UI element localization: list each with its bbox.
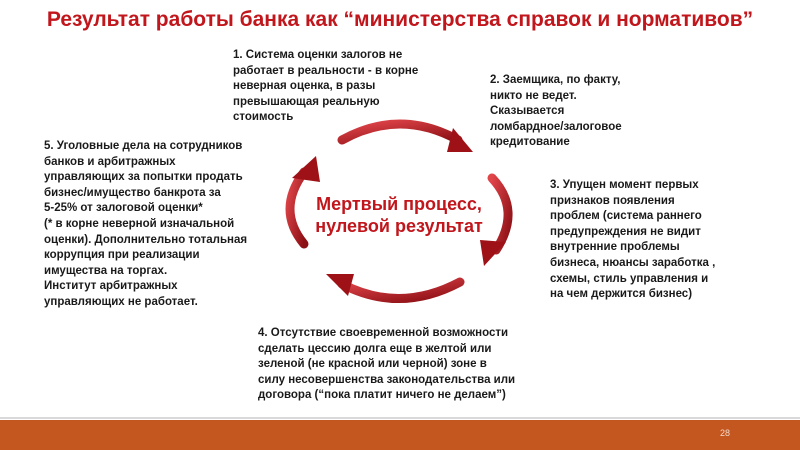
slide-title: Результат работы банка как “министерства справок и нормативов” [46,8,754,31]
point-1-line: 1. Система оценки залогов не [233,49,403,61]
cycle-arrowhead-bottom [326,274,354,296]
point-3-line: схемы, стиль управления и [550,272,709,285]
point-5-line: управляющих за попытки продать [44,171,243,184]
footer-bar [0,420,800,450]
point-3-early-warning [550,178,725,303]
cycle-arrow-left [290,172,304,244]
point-3-line: на чем держится бизнес) [550,288,693,301]
point-4-line: зеленой (не красной или черной) зоне в [258,358,487,371]
page-number: 28 [719,428,730,438]
center-caption-line: Мертвый процесс, [316,194,482,214]
point-2-line: никто не ведет. [490,89,577,102]
point-4-line: сделать цессию долга еще в желтой или [258,342,492,355]
point-5-line: коррупция при реализации [44,249,200,262]
footer-divider [0,417,800,419]
point-5-line: (* в корне неверной изначальной [44,217,235,230]
cycle-arrow-bottom [342,282,460,299]
point-2-line: кредитование [490,136,570,149]
point-4-line: силу несовершенства законодательства или [258,373,516,386]
point-4-line: договора (“пока платит ничего не делаем”) [258,389,506,402]
cycle-arrow-right [492,178,508,250]
point-1-line: работает в реальности - в корне [233,64,419,77]
point-5-line: Институт арбитражных [44,280,178,293]
point-5-criminal-cases [44,139,259,311]
point-3-line: проблем (система раннего [550,210,702,223]
cycle-arrowhead-right [480,240,506,266]
center-caption [304,193,494,237]
point-5-line: оценки). Дополнительно тотальная [44,233,248,246]
point-5-line: бизнес/имущество банкрота за [44,186,221,199]
point-1-line: превышающая реальную [233,95,380,108]
point-3-line: внутренние проблемы [550,241,680,254]
point-3-line: признаков появления [550,194,675,207]
point-4-debt-cession [258,326,528,404]
point-3-line: бизнеса, нюансы заработка , [550,256,716,269]
point-2-line: 2. Заемщика, по факту, [490,74,621,86]
point-3-line: 3. Упущен момент первых [550,179,699,191]
point-5-line: имущества на торгах. [44,264,168,277]
point-5-line: 5-25% от залоговой оценки* [44,202,203,215]
point-5-line: управляющих не работает. [44,295,198,308]
point-1-line: стоимость [233,111,294,124]
cycle-arrowhead-left [292,156,320,182]
point-2-line: ломбардное/залоговое [490,120,622,133]
point-5-line: 5. Уголовные дела на сотрудников [44,140,243,152]
point-4-line: 4. Отсутствие своевременной возможности [258,327,509,339]
cycle-arrow-top [342,124,458,140]
point-5-line: банков и арбитражных [44,155,176,168]
point-1-line: неверная оценка, в разы [233,80,376,93]
center-caption-line: нулевой результат [315,216,483,236]
point-3-line: предупреждения не видит [550,225,701,238]
point-2-line: Сказывается [490,105,565,118]
